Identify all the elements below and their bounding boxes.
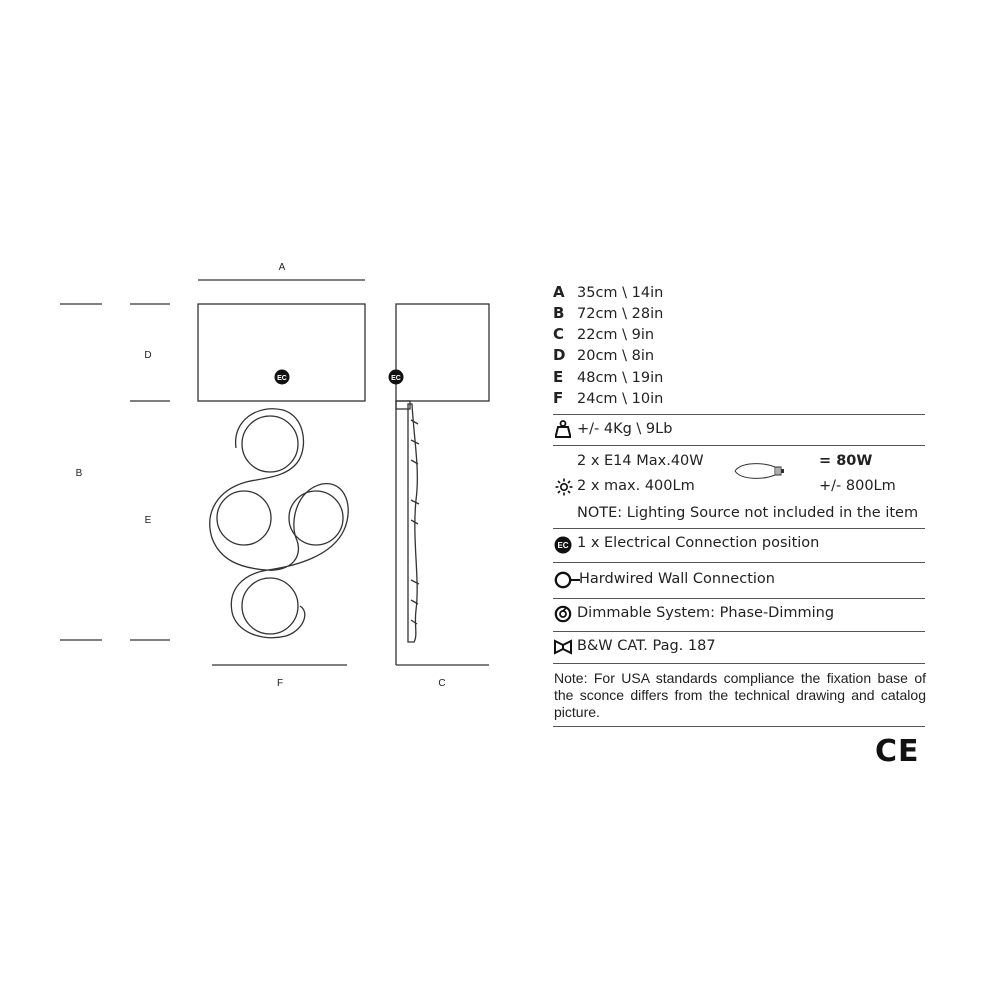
dimension-row-b (553, 304, 663, 325)
front-view-globe-right (289, 491, 343, 545)
dimension-label-b: B (75, 468, 83, 479)
dimension-label-a: A (278, 262, 286, 273)
total-power: = 80W (819, 453, 873, 469)
dimension-key: C (553, 325, 565, 343)
dimmer-icon (554, 605, 572, 623)
divider (553, 631, 925, 632)
weight-icon (555, 420, 571, 438)
weight-value: +/- 4Kg \ 9Lb (577, 421, 673, 437)
dimension-key: B (553, 304, 565, 322)
dimension-label-c: C (438, 678, 446, 689)
dimming-system: Dimmable System: Phase-Dimming (577, 605, 835, 621)
svg-text:EC: EC (277, 375, 287, 382)
divider (553, 726, 925, 727)
divider (553, 445, 925, 446)
dimension-row-c (553, 325, 654, 346)
divider (553, 528, 925, 529)
dimension-label-f: F (276, 678, 284, 689)
usa-compliance-note: Note: For USA standards compliance the fixation base of the sconce differs from the technical drawing and catalog picture. (554, 670, 926, 720)
lumen-spec: 2 x max. 400Lm (577, 478, 695, 494)
dimension-key: F (553, 389, 564, 407)
catalog-reference: B&W CAT. Pag. 187 (577, 638, 716, 654)
ce-certification-mark: CE (875, 734, 920, 769)
lumen-sun-icon (555, 478, 573, 496)
ec-icon (554, 536, 572, 554)
dimension-row-e (553, 368, 663, 389)
bulb-spec: 2 x E14 Max.40W (577, 453, 704, 469)
lighting-source-note: NOTE: Lighting Source not included in the item (577, 505, 919, 521)
catalog-icon (554, 639, 572, 655)
side-view-shade (396, 304, 489, 401)
dimension-key: D (553, 346, 566, 364)
hardwired-connection-icon (554, 571, 580, 589)
ec-marker-front (275, 370, 290, 385)
divider (553, 562, 925, 563)
dimension-row-a (553, 283, 663, 304)
dimension-label-e: E (144, 515, 152, 526)
total-lumens: +/- 800Lm (819, 478, 896, 494)
divider (553, 663, 925, 664)
front-view-globe-left (217, 491, 271, 545)
connection-type: Hardwired Wall Connection (579, 571, 775, 587)
dimension-value: 20cm \ 8in (577, 348, 655, 364)
side-view-fixture-detail (411, 420, 419, 624)
dimension-key: E (553, 368, 564, 386)
divider (553, 414, 925, 415)
bulb-icon (733, 460, 789, 482)
ec-marker-side (389, 370, 404, 385)
divider (553, 598, 925, 599)
dimension-value: 72cm \ 28in (577, 306, 664, 322)
dimension-value: 24cm \ 10in (577, 391, 664, 407)
dimension-row-d (553, 346, 654, 367)
front-view-shade (198, 304, 365, 401)
front-view-globe-bottom (242, 578, 298, 634)
front-view-scroll-frame (210, 409, 348, 638)
dimension-row-f (553, 389, 663, 410)
dimension-key: A (553, 283, 565, 301)
front-view-globe-top (242, 416, 298, 472)
dimension-value: 48cm \ 19in (577, 370, 664, 386)
svg-text:EC: EC (557, 541, 569, 550)
electrical-connection-spec: 1 x Electrical Connection position (577, 535, 820, 551)
dimension-label-d: D (144, 350, 152, 361)
dimension-value: 35cm \ 14in (577, 285, 664, 301)
dimension-value: 22cm \ 9in (577, 327, 655, 343)
svg-text:EC: EC (391, 375, 401, 382)
